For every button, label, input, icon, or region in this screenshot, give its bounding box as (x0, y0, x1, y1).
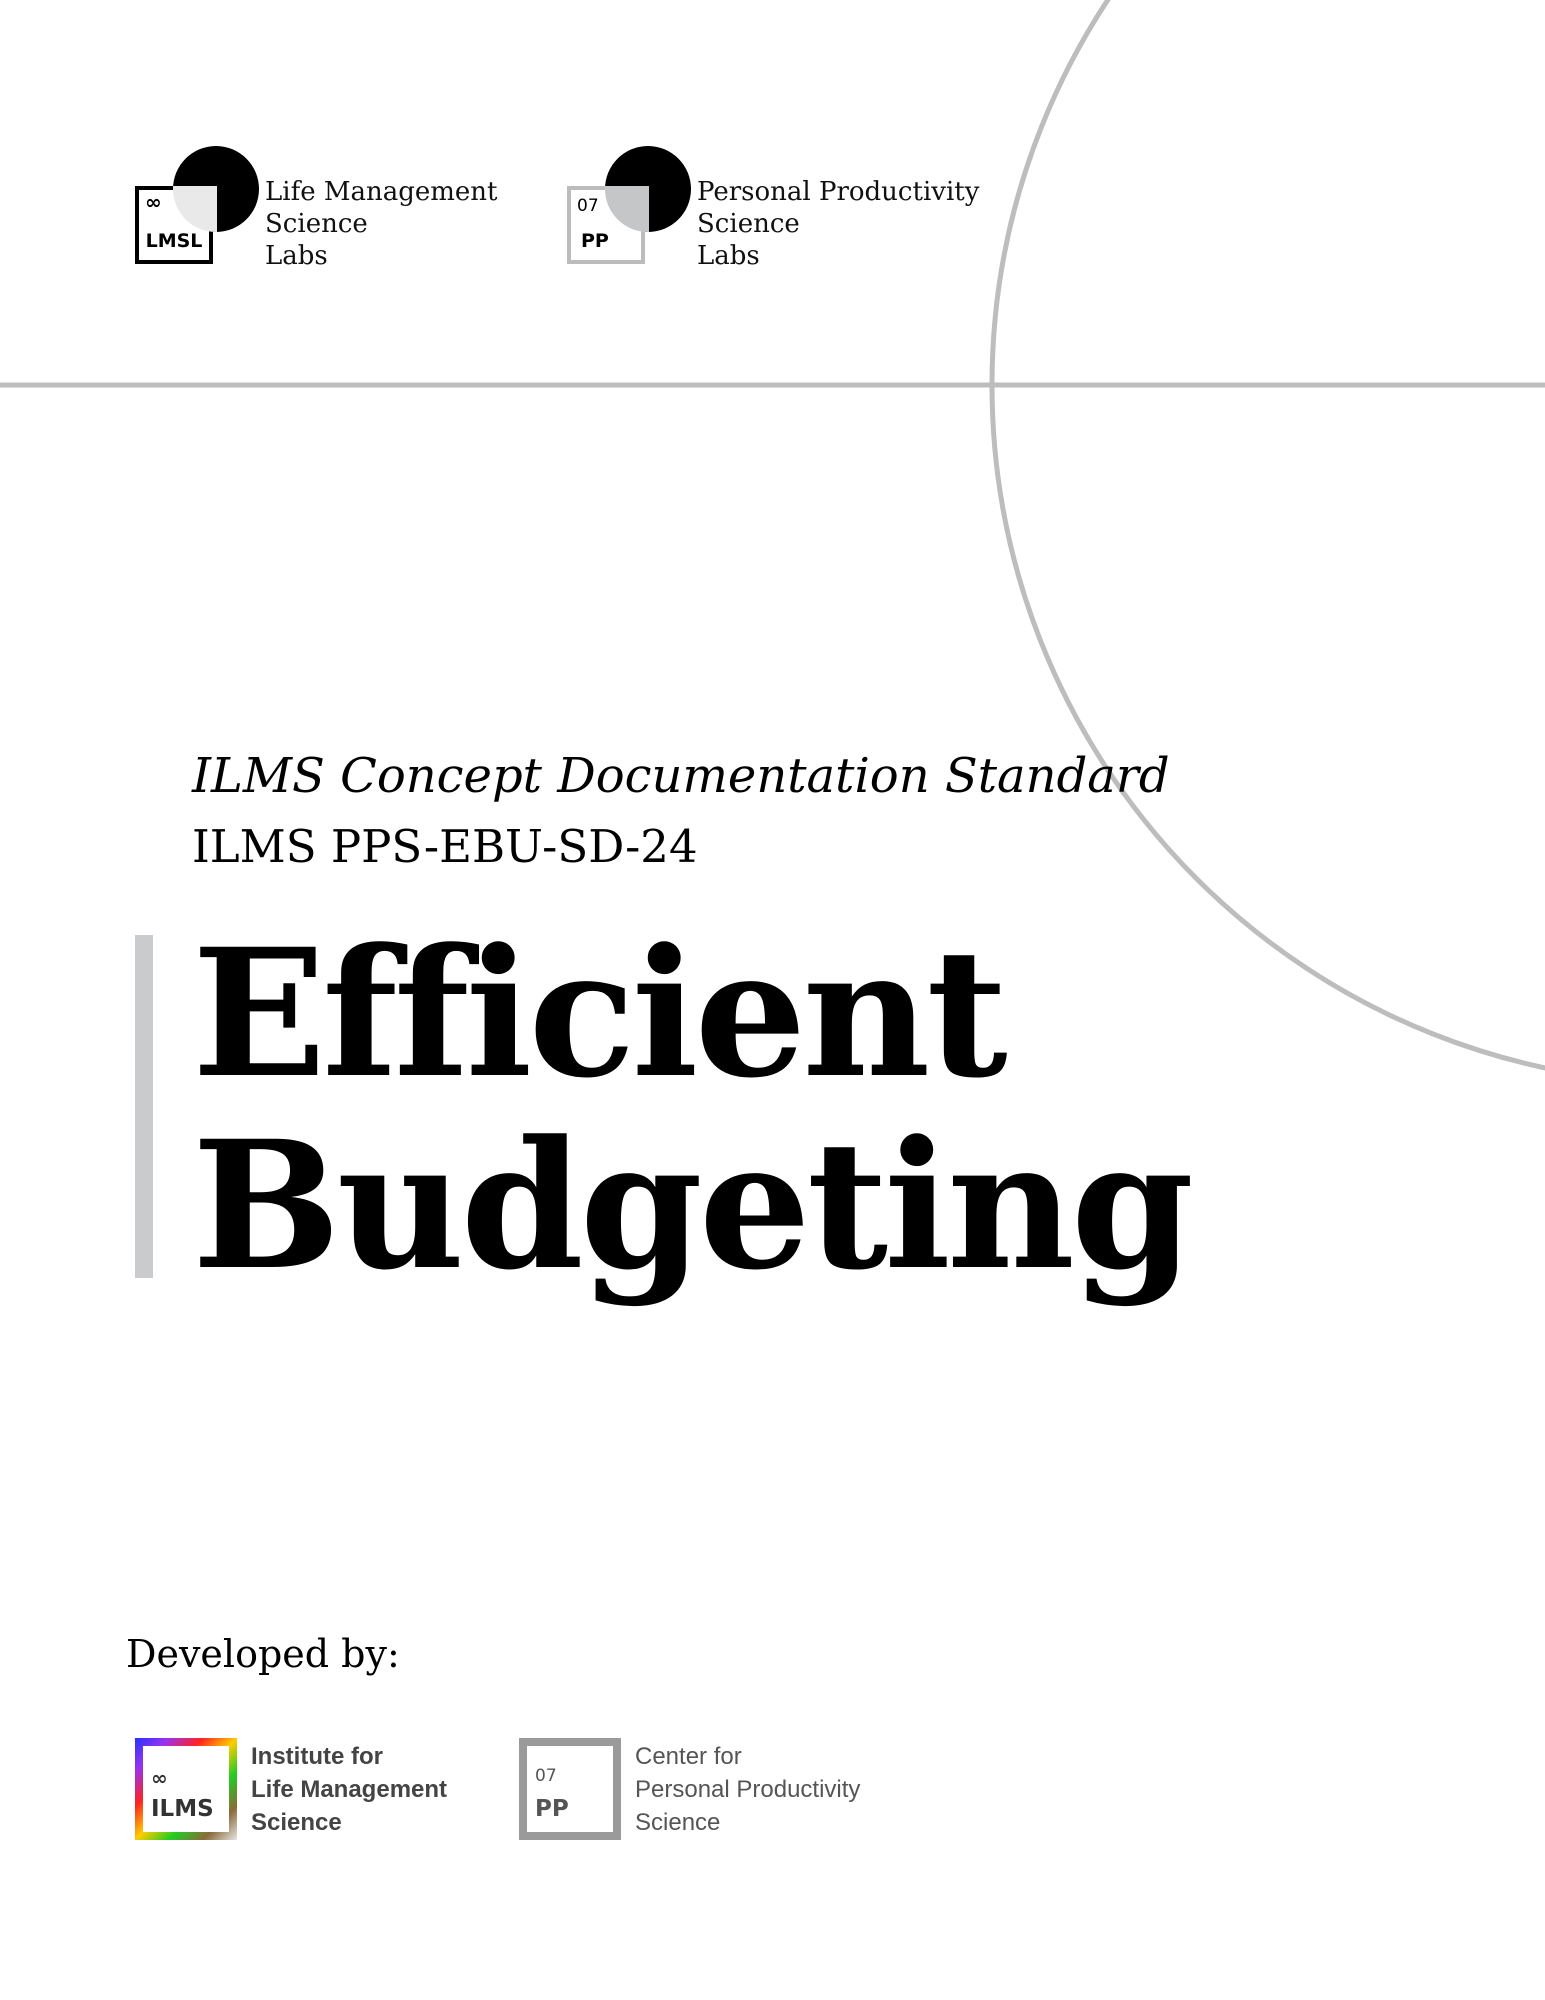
infinity-icon: ∞ (145, 190, 162, 214)
org-name-line: Science (635, 1809, 721, 1836)
logo-lens (605, 186, 649, 232)
logo-abbr: PP (581, 230, 609, 252)
org-name-line: Life Management (251, 1776, 448, 1803)
logo-number: 07 (577, 196, 599, 216)
document-title (192, 910, 1190, 1309)
developed-by-label: Developed by: (126, 1632, 400, 1676)
logo-name-line: Science (265, 209, 368, 239)
org-name (251, 1740, 447, 1839)
logo-abbr: LMSL (145, 230, 203, 252)
logo-name-line: Science (697, 209, 800, 239)
logo-name-line: Life Management (265, 177, 498, 207)
org-abbr: PP (535, 1796, 569, 1822)
org-number: 07 (535, 1766, 557, 1786)
org-name-line: Science (251, 1809, 342, 1836)
document-code: ILMS PPS-EBU-SD-24 (192, 820, 698, 873)
logo-name-line: Labs (697, 241, 760, 271)
org-name-line: Personal Productivity (635, 1776, 861, 1803)
org-abbr: ILMS (151, 1796, 214, 1822)
org-logo-box (519, 1738, 621, 1840)
document-subtitle: ILMS Concept Documentation Standard (192, 748, 1170, 804)
logo-name-line: Labs (265, 241, 328, 271)
org-name-line: Institute for (251, 1743, 383, 1770)
logo-name (697, 176, 979, 272)
title-line: Budgeting (192, 1102, 1190, 1309)
logo-name-line: Personal Productivity (697, 177, 980, 207)
infinity-icon: ∞ (151, 1766, 168, 1790)
logo-name (265, 176, 498, 272)
title-accent-bar (135, 935, 153, 1278)
logo-lens (173, 186, 217, 232)
org-name (635, 1740, 860, 1839)
title-line: Efficient (192, 910, 1004, 1117)
org-name-line: Center for (635, 1743, 742, 1770)
